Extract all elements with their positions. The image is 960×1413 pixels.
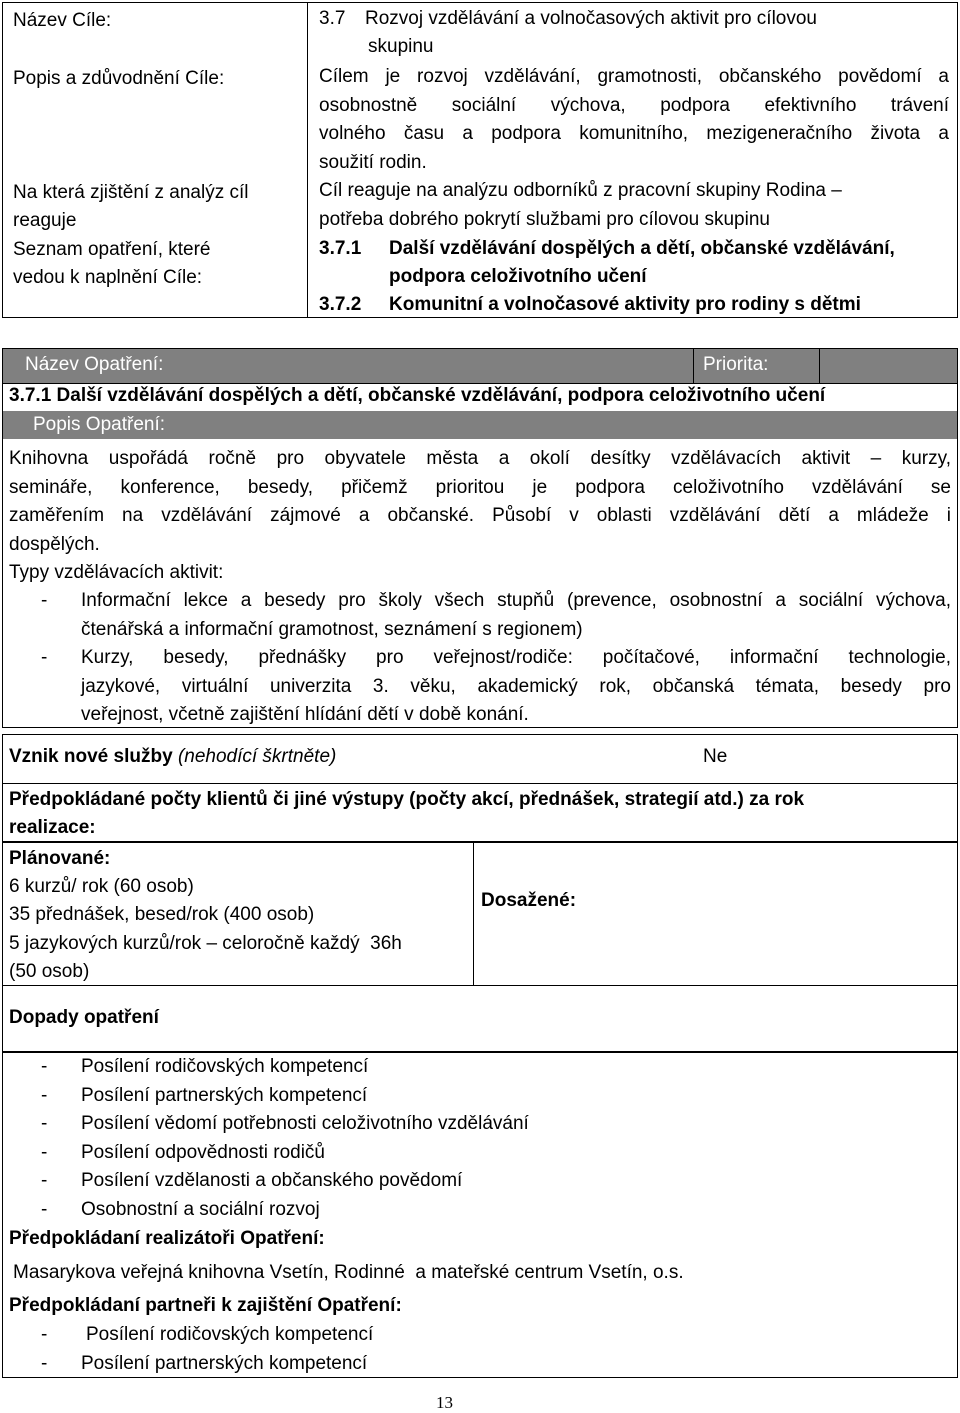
label-goal-description: Popis a zdůvodnění Cíle: [13,68,225,89]
implementers-value: Masarykova veřejná knihovna Vsetín, Rodinné a mateřské centrum Vsetín, o.s. [13,1262,684,1283]
measure-title: 3.7.1 Další vzdělávání dospělých a dětí, občanské vzdělávání, podpora celoživotního učení [9,385,826,406]
impact-item-text: Posílení rodičovských kompetencí [81,1056,369,1077]
impacts-list-box [2,1052,958,1378]
goal-table [2,2,958,318]
measure-name-header: Název Opatření: [25,354,164,375]
outputs-title-box [2,784,958,842]
outputs-title-1: Předpokládané počty klientů či jiné výstupy (počty akcí, přednášek, strategií atd.) za rok [9,789,805,810]
goal-title-line-2: skupinu [368,36,434,57]
impact-item-text: Osobnostní a sociální rozvoj [81,1198,320,1220]
planned-line: 6 kurzů/ rok (60 osob) [9,876,194,897]
goal-findings-line: potřeba dobrého pokrytí službami pro cílovou skupinu [319,208,770,230]
measure-link-1-title: Další vzdělávání dospělých a dětí, občanské vzdělávání, [389,238,895,259]
impact-item: - Posílení odpovědnosti rodičů [41,1141,325,1163]
outputs-title-2: realizace: [9,817,96,838]
impact-item: - Posílení rodičovských kompetencí [41,1056,369,1077]
measure-link-2-number: 3.7.2 [319,294,362,315]
activity-types-label: Typy vzdělávacích aktivit: [9,562,224,583]
label-findings-1: Na která zjištění z analýz cíl [13,182,249,203]
measure-block: Název Opatření: Priorita: 3.7.1 Další vzdělávání dospělých a dětí, občanské vzdělávání, podpora celoživotního učení Popis Opatření: Knihovna uspořádá ročně pro obyvatele města a okolí desítky vzdělávacích aktivit – kurzy, semináře, konference, besedy, přičemž prioritou je podpora celoživotního vzdělávání se zaměřením na vzdělávání zájmové a občanské. Působí v oblasti vzdělávání dětí a mládeže i dospělých. Typy vzdělávacích aktivit: - Informační lekce a besedy pro školy všech stupňů (prevence, osobnostní a sociální výchova, čtenářská a informační gramotnost, seznámení s regionem) - Kurzy, besedy, přednášky pro veřejnost/rodiče: počítačové, informační technologie, jazykové, virtuální univerzita 3. věku, akademický rok, občanská témata, besedy pro veřejnost, včetně zajištění hlídání dětí v době konání. [2,348,958,728]
planned-line: 35 přednášek, besed/rok (400 osob) [9,904,315,925]
activity-type-line: Kurzy, besedy, přednášky pro veřejnost/rodiče: počítačové, informační technologie, [81,647,951,668]
activity-type-line: jazykové, virtuální univerzita 3. věku, akademický rok, občanská témata, besedy pro [81,675,951,697]
planned-label: Plánované: [9,848,111,869]
goal-description-line: soužití rodin. [319,151,427,173]
planned-line: 5 jazykových kurzů/rok – celoročně každý 36h [9,933,402,954]
goal-title [319,5,949,34]
outputs-divider [473,843,474,985]
activity-type-line: čtenářská a informační gramotnost, seznámení s regionem) [81,618,583,640]
measure-description-line: zaměřením na vzdělávání zájmové a občanské. Působí v oblasti vzdělávání dětí a mládeže i [9,505,951,526]
measure-link-2-title: Komunitní a volnočasové aktivity pro rodiny s dětmi [389,294,861,315]
measure-link-1-title-2: podpora celoživotního učení [389,266,647,287]
planned-line: (50 osob) [9,961,90,982]
measure-description-header [3,411,957,439]
new-service-box [2,734,958,784]
goal-description-line: osobnostně sociální výchova, podpora efektivního trávení [319,94,949,116]
measure-link-2 [319,291,949,320]
impact-item: - Posílení vědomí potřebnosti celoživotního vzdělávání [41,1113,529,1134]
outputs-values-box [2,842,958,986]
column-divider [307,3,308,317]
measure-link-1 [319,235,949,264]
partner-item-text: Posílení partnerských kompetencí [81,1352,368,1374]
partners-title: Předpokládaní partneři k zajištění Opatření: [9,1295,402,1316]
measure-header-row [3,349,957,384]
priority-header: Priorita: [703,354,769,375]
priority-header-cell [693,349,820,383]
impacts-title-box [2,986,958,1052]
label-measures-1: Seznam opatření, které [13,239,211,260]
new-service-value: Ne [703,746,728,767]
impact-item: - Posílení vzdělanosti a občanského povědomí [41,1170,463,1191]
goal-findings-line: Cíl reaguje na analýzu odborníků z pracovní skupiny Rodina – [319,180,842,201]
goal-description-line: volného času a podpora komunitního, mezigeneračního života a [319,123,949,144]
activity-type-line: Informační lekce a besedy pro školy všech stupňů (prevence, osobnostní a sociální výchova, [81,590,951,611]
goal-description-line: Cílem je rozvoj vzdělávání, gramotnosti, občanského povědomí a [319,66,949,87]
impact-item-text: Posílení vzdělanosti a občanského povědomí [81,1170,463,1191]
measure-name-header-cell [3,349,694,383]
measure-description-line: dospělých. [9,533,100,555]
measure-link-1-number: 3.7.1 [319,238,362,259]
achieved-label: Dosažené: [481,890,577,911]
measure-description [9,445,951,559]
activity-type-line: veřejnost, včetně zajištění hlídání dětí v době konání. [81,704,529,725]
new-service-label [9,743,336,772]
new-service-label-bold: Vznik nové služby [9,746,173,767]
measure-description-label: Popis Opatření: [33,414,166,435]
impact-item-text: Posílení partnerských kompetencí [81,1084,368,1106]
partner-item: - Posílení partnerských kompetencí [41,1352,368,1374]
impact-item: - Posílení partnerských kompetencí [41,1084,368,1106]
partner-item: - Posílení rodičovských kompetencí [41,1324,374,1345]
label-findings-2: reaguje [13,210,77,231]
page-number: 13 [436,1393,453,1412]
label-measures-2: vedou k naplnění Cíle: [13,267,203,288]
measure-description-line: semináře, konference, besedy, přičemž prioritou je podpora celoživotního vzdělávání se [9,476,951,498]
impact-item: - Osobnostní a sociální rozvoj [41,1198,320,1220]
impact-item-text: Posílení odpovědnosti rodičů [81,1141,325,1163]
impacts-title: Dopady opatření [9,1007,159,1028]
goal-description [319,63,949,177]
label-goal-name: Název Cíle: [13,10,112,31]
impact-item-text: Posílení vědomí potřebnosti celoživotního vzdělávání [81,1113,529,1134]
goal-title-line-1: Rozvoj vzdělávání a volnočasových aktivit pro cílovou [365,8,818,29]
measure-description-line: Knihovna uspořádá ročně pro obyvatele města a okolí desítky vzdělávacích aktivit – kurzy, [9,448,951,469]
partner-item-text: Posílení rodičovských kompetencí [86,1324,374,1345]
implementers-title: Předpokládaní realizátoři Opatření: [9,1228,325,1249]
goal-number: 3.7 [319,8,346,29]
new-service-label-note: (nehodící škrtněte) [177,746,337,767]
goal-findings [319,177,949,234]
